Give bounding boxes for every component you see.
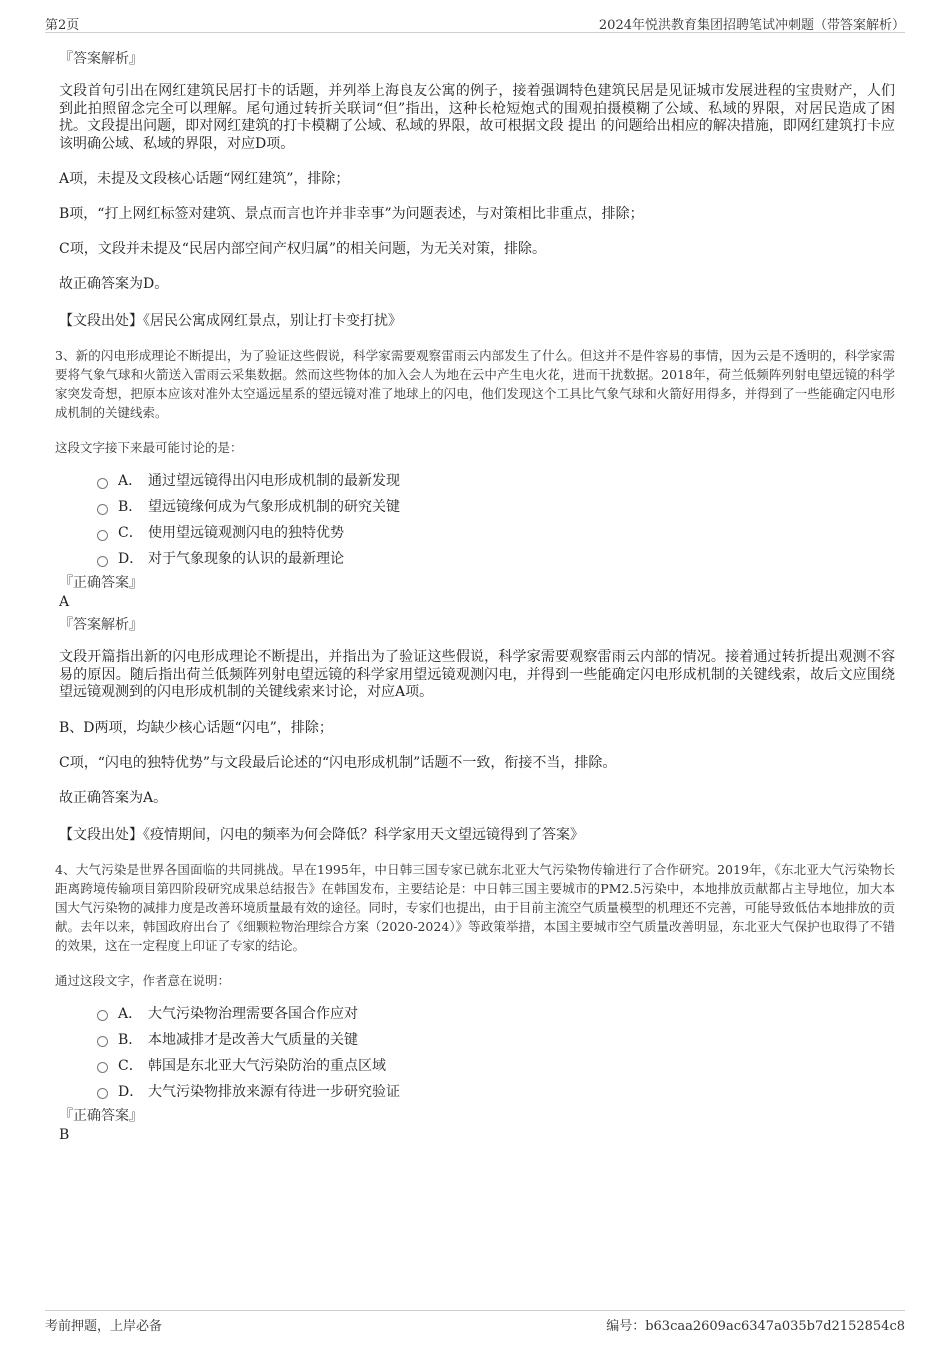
question-text: 3、新的闪电形成理论不断提出，为了验证这些假说，科学家需要观察雷雨云内部发生了什么。但这并不是件容易的事情，因为云是不透明的，科学家需要将气象气球和火箭送入雷雨云采集数据。然而这些物体的加入会人为地在云中产生电火花，进而干扰数据。2018年，荷兰低频阵列射电望远镜的科学家突发奇想，把原本应该对准外太空遥远星系的望远镜对准了地球上的闪电，他们发现这个工具比气象气球和火箭好用得多，并得到了一些能确定闪电形成机制的关键线索。 xyxy=(55,348,895,420)
analysis-label: 『答案解析』 xyxy=(59,617,143,633)
source-title: 《疫情期间，闪电的频率为何会降低？科学家用天文望远镜得到了答案》 xyxy=(143,826,584,843)
question-prompt: 这段文字接下来最可能讨论的是： xyxy=(55,440,243,455)
radio-button[interactable] xyxy=(97,530,108,541)
correct-answer-label: 『正确答案』 xyxy=(59,1107,143,1124)
option-c[interactable]: C． 使用望远镜观测闪电的独特优势 xyxy=(97,520,895,546)
radio-button[interactable] xyxy=(97,1010,108,1021)
code-value: b63caa2609ac6347a035b7d2152854c8 xyxy=(645,1319,905,1334)
analysis-line: B项，“打上网红标签对建筑、景点而言也许并非幸事”为问题表述，与对策相比非重点，排除； xyxy=(59,206,644,222)
correct-answer-value: A xyxy=(59,594,70,610)
radio-button[interactable] xyxy=(97,1062,108,1073)
page-header xyxy=(45,14,905,33)
option-d[interactable]: D． 大气污染物排放来源有待进一步研究验证 xyxy=(97,1079,895,1105)
option-a[interactable]: A． 大气污染物治理需要各国合作应对 xyxy=(97,1001,895,1027)
option-d[interactable]: D． 对于气象现象的认识的最新理论 xyxy=(97,546,895,572)
option-list xyxy=(97,468,895,572)
question-prompt: 通过这段文字，作者意在说明： xyxy=(55,972,231,988)
option-a[interactable]: A． 通过望远镜得出闪电形成机制的最新发现 xyxy=(97,468,895,494)
analysis-line: A项，未提及文段核心话题“网红建筑”，排除； xyxy=(59,171,350,187)
document-code xyxy=(606,1315,905,1334)
analysis-line: B、D两项，均缺少核心话题“闪电”，排除； xyxy=(59,719,333,736)
source-line xyxy=(59,824,895,844)
analysis-text: 文段开篇指出新的闪电形成理论不断提出，并指出为了验证这些假说，科学家需要观察雷雨云内部的情况。接着通过转折提出观测不容易的原因。随后指出荷兰低频阵列射电望远镜的科学家用望远镜观测闪电，并得到一些能确定闪电形成机制的关键线索，故后文应围绕望远镜观测到的闪电形成机制的关键线索来讨论，对应A项。 xyxy=(59,649,895,700)
radio-button[interactable] xyxy=(97,1088,108,1099)
option-c[interactable]: C． 韩国是东北亚大气污染防治的重点区域 xyxy=(97,1053,895,1079)
correct-answer-label: 『正确答案』 xyxy=(59,575,143,591)
option-b[interactable]: B． 望远镜缘何成为气象形成机制的研究关键 xyxy=(97,494,895,520)
question-text: 4、大气污染是世界各国面临的共同挑战。早在1995年，中日韩三国专家已就东北亚大气污染物传输进行了合作研究。2019年，《东北亚大气污染物长距离跨境传输项目第四阶段研究成果总结报告》在韩国发布，主要结论是：中日韩三国主要城市的PM2.5污染中，本地排放贡献都占主导地位，加大本国大气污染物的减排力度是改善环境质量最有效的途径。同时，专家们也提出，由于目前主流空气质量模型的机理还不完善，可能导致低估本地排放的贡献。去年以来，韩国政府出台了《细颗粒物治理综合方案（2020-2024）》等政策举措，本国主要城市空气质量改善明显，东北亚大气保护也取得了不错的效果，这在一定程度上印证了专家的结论。 xyxy=(55,861,895,953)
analysis-line: C项，文段并未提及“民居内部空间产权归属”的相关问题，为无关对策，排除。 xyxy=(59,241,547,257)
analysis-line: C项，“闪电的独特优势”与文段最后论述的“闪电形成机制”话题不一致，衔接不当，排除。 xyxy=(59,754,617,771)
radio-button[interactable] xyxy=(97,556,108,567)
page-footer xyxy=(45,1310,905,1333)
radio-button[interactable] xyxy=(97,504,108,515)
radio-button[interactable] xyxy=(97,478,108,489)
correct-answer-value: B xyxy=(59,1126,70,1143)
analysis-text: 文段首句引出在网红建筑民居打卡的话题，并列举上海良友公寓的例子，接着强调特色建筑民居是见证城市发展进程的宝贵财产，人们到此拍照留念完全可以理解。尾句通过转折关联词“但”指出，这种长枪短炮式的围观拍摄模糊了公域、私域的界限，对居民造成了困扰。文段提出问题，即对网红建筑的打卡模糊了公域、私域的界限，故可根据文段 提出 的问题给出相应的解决措施，即网红建筑打卡应该明确公域、私域的界限，对应D项。 xyxy=(59,83,895,152)
correct-answer-line: 故正确答案为A。 xyxy=(59,789,168,806)
option-list xyxy=(97,1001,895,1105)
source-line xyxy=(59,310,895,330)
footer-slogan: 考前押题，上岸必备 xyxy=(45,1319,163,1334)
source-label: 【文段出处】 xyxy=(59,313,143,329)
document-title: 2024年悦洪教育集团招聘笔试冲刺题（带答案解析） xyxy=(598,18,905,33)
code-label: 编号： xyxy=(606,1319,646,1334)
source-label: 【文段出处】 xyxy=(59,826,143,843)
radio-button[interactable] xyxy=(97,1036,108,1047)
source-title: 《居民公寓成网红景点，别让打卡变打扰》 xyxy=(143,313,402,329)
page-content xyxy=(55,48,895,1143)
analysis-label: 『答案解析』 xyxy=(59,51,143,67)
page-number: 第2页 xyxy=(45,18,80,33)
option-b[interactable]: B． 本地减排才是改善大气质量的关键 xyxy=(97,1027,895,1053)
correct-answer-line: 故正确答案为D。 xyxy=(59,276,169,292)
